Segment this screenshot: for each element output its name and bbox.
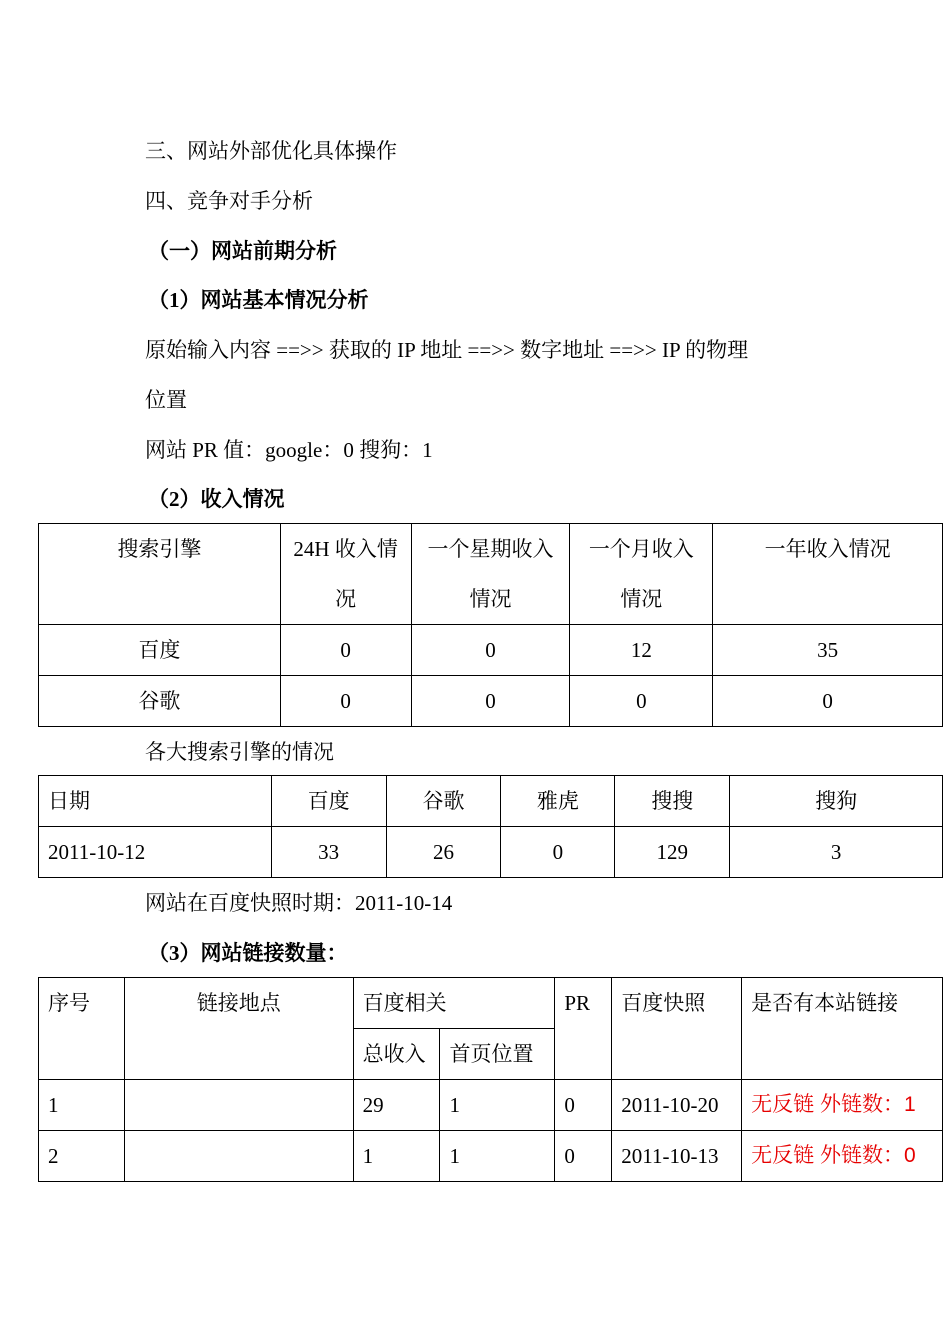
income-cell-engine: 谷歌 <box>39 676 281 727</box>
links-header-snapshot: 百度快照 <box>612 978 742 1080</box>
section-1-3-title: （3）网站链接数量： <box>148 941 348 965</box>
engines-cell-date: 2011-10-12 <box>39 827 272 878</box>
engines-table <box>38 775 943 878</box>
engines-header-sogou: 搜狗 <box>730 776 943 827</box>
links-cell-place <box>124 1131 353 1182</box>
links-header-place: 链接地点 <box>124 978 353 1080</box>
income-header-row <box>39 524 943 625</box>
income-header-month: 一个月收入 情况 <box>570 524 713 625</box>
links-header-home-pos: 首页位置 <box>440 1029 555 1080</box>
engines-header-row <box>39 776 943 827</box>
income-header-year: 一年收入情况 <box>713 524 943 625</box>
links-cell-has-link: 无反链 外链数：1 <box>742 1080 943 1131</box>
ip-line-1: 原始输入内容 ==>> 获取的 IP 地址 ==>> 数字地址 ==>> IP 的物理 <box>145 338 749 362</box>
links-header-no: 序号 <box>39 978 125 1080</box>
links-cell-total: 1 <box>353 1131 440 1182</box>
income-cell-month: 0 <box>570 676 713 727</box>
engines-caption: 各大搜索引擎的情况 <box>145 740 334 764</box>
section-1-1-title: （1）网站基本情况分析 <box>148 288 369 312</box>
pr-line: 网站 PR 值：google：0 搜狗：1 <box>145 438 433 462</box>
ip-line-2: 位置 <box>145 388 187 412</box>
heading-3: 三、网站外部优化具体操作 <box>145 139 397 163</box>
links-table <box>38 977 943 1182</box>
engines-cell-soso: 129 <box>615 827 730 878</box>
engines-header-google: 谷歌 <box>386 776 501 827</box>
snapshot-line: 网站在百度快照时期：2011-10-14 <box>145 891 453 915</box>
income-cell-24h: 0 <box>280 625 411 676</box>
links-cell-no: 1 <box>39 1080 125 1131</box>
table-row <box>39 1131 943 1182</box>
engines-cell-sogou: 3 <box>730 827 943 878</box>
links-cell-snapshot: 2011-10-20 <box>612 1080 742 1131</box>
engines-header-baidu: 百度 <box>271 776 386 827</box>
income-cell-week: 0 <box>411 625 570 676</box>
links-cell-home-pos: 1 <box>440 1080 555 1131</box>
income-cell-engine: 百度 <box>39 625 281 676</box>
table-row <box>39 625 943 676</box>
links-cell-pr: 0 <box>555 1080 612 1131</box>
engines-cell-baidu: 33 <box>271 827 386 878</box>
links-cell-home-pos: 1 <box>440 1131 555 1182</box>
section-1-2-title: （2）收入情况 <box>148 487 285 511</box>
table-row <box>39 676 943 727</box>
links-header-has-link: 是否有本站链接 <box>742 978 943 1080</box>
table-row <box>39 1080 943 1131</box>
links-cell-pr: 0 <box>555 1131 612 1182</box>
links-header-pr: PR <box>555 978 612 1080</box>
links-cell-no: 2 <box>39 1131 125 1182</box>
engines-header-yahoo: 雅虎 <box>501 776 615 827</box>
income-header-engine: 搜索引擎 <box>39 524 281 625</box>
links-header-baidu-related: 百度相关 <box>353 978 555 1029</box>
engines-header-soso: 搜搜 <box>615 776 730 827</box>
section-1-title: （一）网站前期分析 <box>148 239 337 263</box>
engines-cell-yahoo: 0 <box>501 827 615 878</box>
income-cell-month: 12 <box>570 625 713 676</box>
links-cell-total: 29 <box>353 1080 440 1131</box>
income-cell-year: 0 <box>713 676 943 727</box>
table-row <box>39 827 943 878</box>
links-header-total: 总收入 <box>353 1029 440 1080</box>
engines-cell-google: 26 <box>386 827 501 878</box>
income-table <box>38 523 943 727</box>
income-cell-year: 35 <box>713 625 943 676</box>
income-cell-24h: 0 <box>280 676 411 727</box>
income-header-week: 一个星期收入 情况 <box>411 524 570 625</box>
links-cell-snapshot: 2011-10-13 <box>612 1131 742 1182</box>
income-cell-week: 0 <box>411 676 570 727</box>
heading-4: 四、竞争对手分析 <box>145 189 313 213</box>
links-cell-has-link: 无反链 外链数：0 <box>742 1131 943 1182</box>
engines-header-date: 日期 <box>39 776 272 827</box>
income-header-24h: 24H 收入情 况 <box>280 524 411 625</box>
links-cell-place <box>124 1080 353 1131</box>
links-header-row <box>39 978 943 1029</box>
